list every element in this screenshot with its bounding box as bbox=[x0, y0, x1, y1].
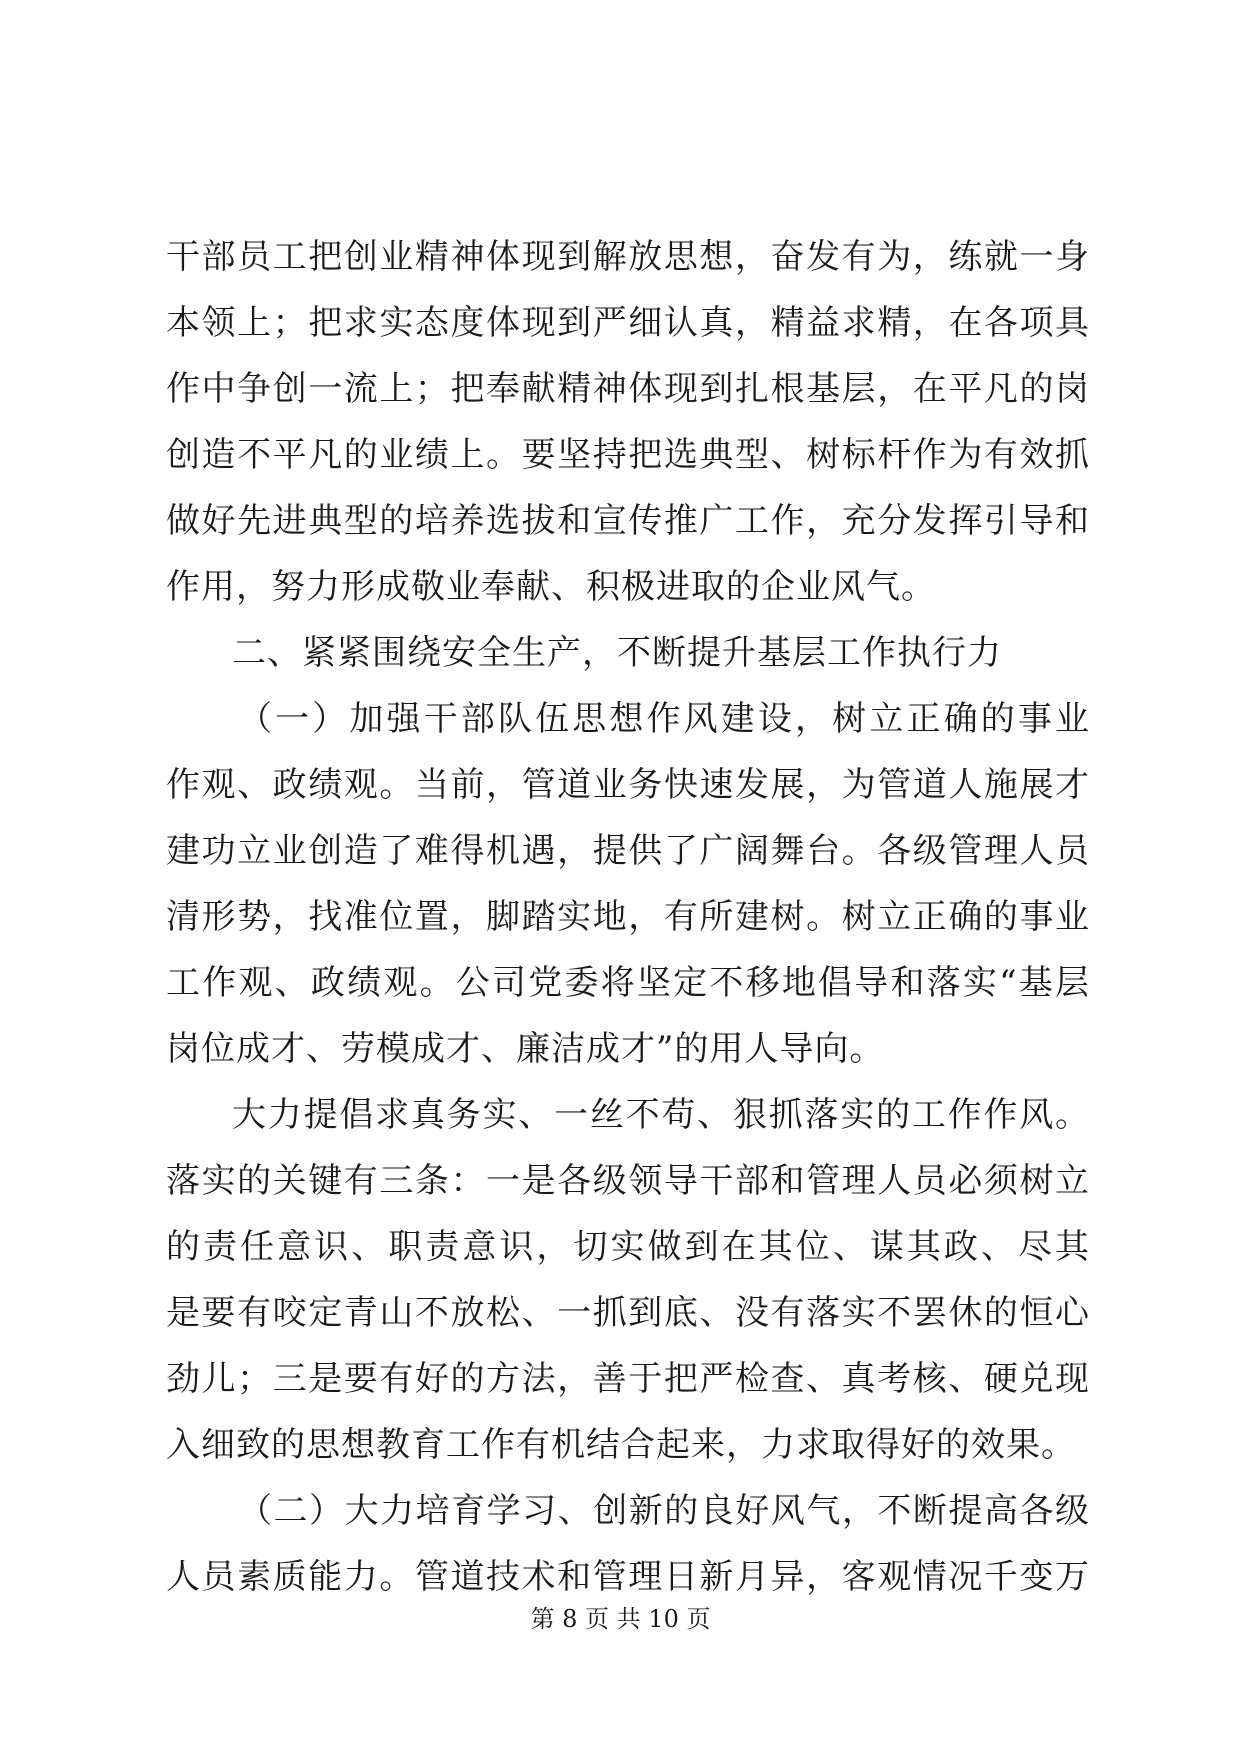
text-line: 作观、政绩观。当前，管道业务快速发展，为管道人施展才 bbox=[166, 765, 1090, 805]
text-line: 建功立业创造了难得机遇，提供了广阔舞台。各级管理人员 bbox=[166, 831, 1090, 871]
text-line: 做好先进典型的培养选拔和宣传推广工作，充分发挥引导和 bbox=[166, 501, 1090, 541]
text-line: 是要有咬定青山不放松、一抓到底、没有落实不罢休的恒心 bbox=[166, 1293, 1090, 1333]
section-heading: 二、紧紧围绕安全生产，不断提升基层工作执行力 bbox=[232, 633, 1002, 673]
page-footer: 第 8 页 共 10 页 bbox=[530, 1605, 711, 1633]
text-line: 人员素质能力。管道技术和管理日新月异，客观情况千变万 bbox=[166, 1557, 1090, 1597]
subsection-heading: （二）大力培育学习、创新的良好风气，不断提高各级 bbox=[238, 1491, 1090, 1531]
text-line: 清形势，找准位置，脚踏实地，有所建树。树立正确的事业 bbox=[166, 897, 1090, 937]
text-line: 作中争创一流上；把奉献精神体现到扎根基层，在平凡的岗 bbox=[166, 369, 1090, 409]
document-body bbox=[166, 224, 1090, 1610]
text-line: 大力提倡求真务实、一丝不苟、狠抓落实的工作作风。 bbox=[232, 1095, 1090, 1135]
text-line: 入细致的思想教育工作有机结合起来，力求取得好的效果。 bbox=[166, 1425, 1076, 1465]
text-line: 的责任意识、职责意识，切实做到在其位、谋其政、尽其 bbox=[166, 1227, 1090, 1267]
text-line: 工作观、政绩观。公司党委将坚定不移地倡导和落实“基层 bbox=[166, 963, 1090, 1003]
text-line: 创造不平凡的业绩上。要坚持把选典型、树标杆作为有效抓 bbox=[166, 435, 1090, 475]
text-line: 落实的关键有三条：一是各级领导干部和管理人员必须树立 bbox=[166, 1161, 1090, 1201]
text-line: 本领上；把求实态度体现到严细认真，精益求精，在各项具 bbox=[166, 303, 1090, 343]
text-line: 岗位成才、劳模成才、廉洁成才”的用人导向。 bbox=[166, 1029, 885, 1069]
text-line: 干部员工把创业精神体现到解放思想，奋发有为，练就一身 bbox=[166, 237, 1090, 277]
subsection-heading: （一）加强干部队伍思想作风建设，树立正确的事业 bbox=[238, 699, 1090, 739]
text-line: 作用，努力形成敬业奉献、积极进取的企业风气。 bbox=[166, 567, 936, 607]
text-line: 劲儿；三是要有好的方法，善于把严检查、真考核、硬兑现 bbox=[166, 1359, 1090, 1399]
